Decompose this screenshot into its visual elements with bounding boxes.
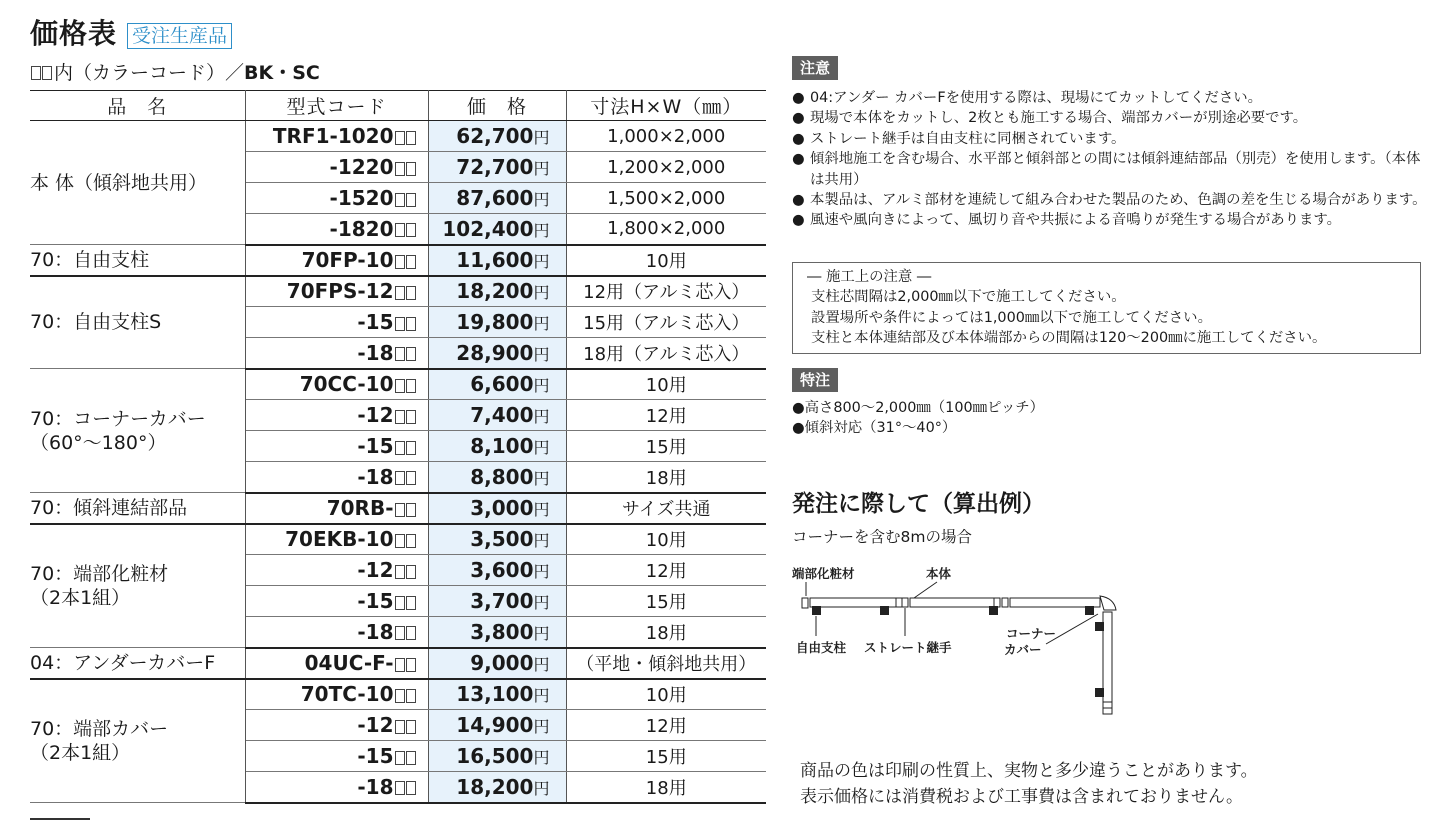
model-code: -15 <box>357 744 394 768</box>
table-row <box>30 493 766 524</box>
product-name-cell: 70：自由支柱 <box>30 245 245 276</box>
color-code-box-icon <box>395 317 417 331</box>
dimension-cell: 18用 <box>566 462 766 493</box>
dimension-cell: 1,200×2,000 <box>566 152 766 183</box>
table-row <box>30 276 766 307</box>
price-cell <box>428 369 566 400</box>
currency-unit: 円 <box>533 252 550 271</box>
currency-unit: 円 <box>533 438 550 457</box>
price-value: 3,500 <box>470 527 534 552</box>
model-code: -15 <box>357 310 394 334</box>
dimension-cell: 1,500×2,000 <box>566 183 766 214</box>
color-code-legend <box>30 60 320 86</box>
model-code-cell <box>245 400 428 431</box>
color-code-box-icon <box>395 751 417 765</box>
currency-unit: 円 <box>533 778 550 798</box>
color-code-box-icon <box>395 689 417 703</box>
price-value: 9,000 <box>470 651 534 675</box>
table-header-row <box>30 91 766 121</box>
dimension-cell: 18用（アルミ芯入） <box>566 338 766 369</box>
model-code-cell <box>245 338 428 369</box>
price-value: 14,900 <box>456 713 534 737</box>
currency-unit: 円 <box>533 623 550 643</box>
price-cell <box>428 586 566 617</box>
price-table <box>30 90 766 804</box>
order-example-title: 発注に際して（算出例） <box>792 491 1045 517</box>
model-code: -18 <box>357 464 394 489</box>
price-cell <box>428 431 566 462</box>
color-code-box-icon <box>395 255 417 269</box>
currency-unit: 円 <box>533 407 550 426</box>
label-free-post: 自由支柱 <box>796 640 847 655</box>
color-code-box-icon <box>395 596 417 610</box>
special-order-item: ● 高さ800～2,000㎜（100㎜ピッチ） <box>792 398 1044 418</box>
horizontal-fence-run <box>802 596 1116 615</box>
color-code-box-icon <box>395 626 417 640</box>
color-code-box-icon <box>395 658 417 672</box>
caution-title: ― 施工上の注意 ― <box>807 269 932 285</box>
price-value: 7,400 <box>470 403 534 427</box>
model-code-cell <box>245 245 428 276</box>
price-cell <box>428 276 566 307</box>
model-code: -12 <box>357 558 394 582</box>
currency-unit: 円 <box>533 655 550 674</box>
model-code: TRF1-1020 <box>272 124 394 148</box>
caution-line: 設置場所や条件によっては1,000㎜以下で施工してください。 <box>811 309 1212 326</box>
price-cell <box>428 462 566 493</box>
caution-line: 支柱芯間隔は2,000㎜以下で施工してください。 <box>811 289 1126 306</box>
header-dimensions: 寸法H×W（㎜） <box>566 91 766 121</box>
currency-unit: 円 <box>533 468 550 488</box>
dimension-cell: 10用 <box>566 245 766 276</box>
model-code-cell <box>245 741 428 772</box>
price-value: 87,600 <box>456 186 534 210</box>
price-value: 3,000 <box>470 496 534 520</box>
currency-unit: 円 <box>533 376 550 396</box>
currency-unit: 円 <box>533 128 550 147</box>
price-value: 18,200 <box>456 774 534 799</box>
special-order-list <box>792 398 1044 439</box>
price-value: 8,800 <box>470 464 534 489</box>
price-cell <box>428 152 566 183</box>
note-item: ● 現場で本体をカットし、2枚とも施工する場合、端部カバーが別途必要です。 <box>792 108 1432 128</box>
header-price: 価 格 <box>428 91 566 121</box>
footer-rule <box>30 818 90 820</box>
price-value: 3,700 <box>470 589 534 613</box>
model-code-cell <box>245 648 428 679</box>
price-value: 3,800 <box>470 619 534 644</box>
model-code: 70EKB-10 <box>285 527 394 552</box>
price-cell <box>428 121 566 152</box>
model-code: -18 <box>357 340 394 365</box>
table-row <box>30 524 766 555</box>
color-code-box-icon <box>395 131 417 145</box>
label-straight-joint: ストレート継手 <box>864 640 952 655</box>
note-item: ● ストレート継手は自由支柱に同梱されています。 <box>792 129 1432 149</box>
product-name-cell: 70：コーナーカバー （60°～180°） <box>30 369 245 493</box>
disclaimer-line: 商品の色は印刷の性質上、実物と多少違うことがあります。 <box>800 761 1258 781</box>
label-body: 本体 <box>926 566 952 581</box>
price-cell <box>428 307 566 338</box>
model-code-cell <box>245 772 428 803</box>
notes-label: 注意 <box>792 56 838 80</box>
currency-unit: 円 <box>533 344 550 364</box>
model-code-cell <box>245 431 428 462</box>
product-name-cell: 70：端部化粧材 （2本1組） <box>30 524 245 648</box>
label-corner-cover-1: コーナー <box>1006 626 1057 641</box>
currency-unit: 円 <box>533 717 550 736</box>
model-code-cell <box>245 152 428 183</box>
page-header <box>30 14 232 54</box>
table-row <box>30 121 766 152</box>
legend-codes: BK・SC <box>244 62 320 84</box>
color-code-box-icon <box>395 503 417 517</box>
model-code: 70CC-10 <box>299 372 394 397</box>
price-cell <box>428 400 566 431</box>
model-code-cell <box>245 586 428 617</box>
model-code: -12 <box>357 403 394 427</box>
dimension-cell: 12用 <box>566 710 766 741</box>
price-cell <box>428 772 566 803</box>
currency-unit: 円 <box>533 283 550 303</box>
price-cell <box>428 245 566 276</box>
color-code-box-icon <box>395 471 417 485</box>
color-code-box-icon <box>395 534 417 548</box>
price-value: 6,600 <box>470 372 534 397</box>
model-code-cell <box>245 679 428 710</box>
dimension-cell: 15用 <box>566 431 766 462</box>
table-row <box>30 369 766 400</box>
model-code-cell <box>245 307 428 338</box>
model-code-cell <box>245 710 428 741</box>
model-code-cell <box>245 183 428 214</box>
table-row <box>30 679 766 710</box>
color-code-box-icon <box>31 66 53 80</box>
currency-unit: 円 <box>533 748 550 767</box>
price-value: 13,100 <box>456 682 534 707</box>
model-code-cell <box>245 493 428 524</box>
model-code: -18 <box>357 619 394 644</box>
dimension-cell: 18用 <box>566 772 766 803</box>
model-code: 70FP-10 <box>301 248 394 272</box>
product-name-cell: 本 体（傾斜地共用） <box>30 121 245 245</box>
dimension-cell: 10用 <box>566 524 766 555</box>
header-model-code: 型式コード <box>245 91 428 121</box>
note-item: ● 風速や風向きによって、風切り音や共振による音鳴りが発生する場合があります。 <box>792 210 1432 230</box>
dimension-cell: 12用（アルミ芯入） <box>566 276 766 307</box>
model-code: -1820 <box>329 216 394 241</box>
currency-unit: 円 <box>533 220 550 240</box>
model-code: -1520 <box>329 186 394 210</box>
price-cell <box>428 679 566 710</box>
dimension-cell: 15用 <box>566 586 766 617</box>
color-code-box-icon <box>395 410 417 424</box>
table-row <box>30 648 766 679</box>
price-value: 62,700 <box>456 124 534 148</box>
color-code-box-icon <box>395 286 417 300</box>
product-name-cell: 70：端部カバー （2本1組） <box>30 679 245 803</box>
color-code-box-icon <box>395 781 417 795</box>
price-cell <box>428 617 566 648</box>
price-cell <box>428 710 566 741</box>
color-code-box-icon <box>395 379 417 393</box>
price-value: 18,200 <box>456 279 534 304</box>
price-cell <box>428 524 566 555</box>
color-code-box-icon <box>395 565 417 579</box>
price-value: 11,600 <box>456 248 534 272</box>
dimension-cell: 15用 <box>566 741 766 772</box>
model-code-cell <box>245 369 428 400</box>
model-code: -15 <box>357 434 394 458</box>
color-code-box-icon <box>395 720 417 734</box>
dimension-cell: 15用（アルミ芯入） <box>566 307 766 338</box>
model-code: 70FPS-12 <box>286 279 394 304</box>
price-value: 16,500 <box>456 744 534 768</box>
price-cell <box>428 648 566 679</box>
color-code-box-icon <box>395 223 417 237</box>
model-code: 70RB- <box>326 496 394 520</box>
model-code: 70TC-10 <box>300 682 394 707</box>
price-table-body <box>30 121 766 803</box>
label-end-trim: 端部化粧材 <box>792 566 855 581</box>
price-value: 3,600 <box>470 558 534 582</box>
price-cell <box>428 183 566 214</box>
product-name-cell: 70：傾斜連結部品 <box>30 493 245 524</box>
disclaimer <box>800 758 1258 810</box>
model-code-cell <box>245 524 428 555</box>
product-name-cell: 70：自由支柱S <box>30 276 245 369</box>
page-title: 価格表 <box>30 17 118 50</box>
currency-unit: 円 <box>533 593 550 612</box>
currency-unit: 円 <box>533 190 550 209</box>
currency-unit: 円 <box>533 531 550 551</box>
product-name-cell: 04：アンダーカバーF <box>30 648 245 679</box>
price-value: 28,900 <box>456 340 534 365</box>
model-code: -1220 <box>329 155 394 179</box>
color-code-box-icon <box>395 193 417 207</box>
price-value: 102,400 <box>442 216 534 241</box>
color-code-box-icon <box>395 347 417 361</box>
price-value: 72,700 <box>456 155 534 179</box>
label-corner-cover-2: カバー <box>1004 642 1042 657</box>
price-value: 19,800 <box>456 310 534 334</box>
model-code-cell <box>245 462 428 493</box>
model-code-cell <box>245 276 428 307</box>
special-order-item: ● 傾斜対応（31°～40°） <box>792 418 1044 438</box>
currency-unit: 円 <box>533 314 550 333</box>
dimension-cell: 10用 <box>566 679 766 710</box>
header-product-name: 品 名 <box>30 91 245 121</box>
price-cell <box>428 493 566 524</box>
dimension-cell: 12用 <box>566 400 766 431</box>
made-to-order-badge: 受注生産品 <box>127 23 232 49</box>
notes-list <box>792 88 1432 231</box>
special-order-label: 特注 <box>792 368 838 392</box>
model-code: -12 <box>357 713 394 737</box>
model-code: -15 <box>357 589 394 613</box>
dimension-cell: 10用 <box>566 369 766 400</box>
dimension-cell: 1,000×2,000 <box>566 121 766 152</box>
price-cell <box>428 338 566 369</box>
note-item: ● 04:アンダー カバーFを使用する際は、現場にてカットしてください。 <box>792 88 1432 108</box>
order-example-subtitle: コーナーを含む8mの場合 <box>792 528 972 546</box>
model-code-cell <box>245 214 428 245</box>
disclaimer-line: 表示価格には消費税および工事費は含まれておりません。 <box>800 787 1244 807</box>
currency-unit: 円 <box>533 562 550 581</box>
model-code-cell <box>245 617 428 648</box>
model-code-cell <box>245 121 428 152</box>
price-cell <box>428 214 566 245</box>
installation-caution-box <box>792 262 1421 354</box>
dimension-cell: 1,800×2,000 <box>566 214 766 245</box>
currency-unit: 円 <box>533 159 550 178</box>
dimension-cell: （平地・傾斜地共用） <box>566 648 766 679</box>
model-code-cell <box>245 555 428 586</box>
color-code-box-icon <box>395 162 417 176</box>
legend-prefix: 内（カラーコード）／ <box>54 62 245 84</box>
color-code-box-icon <box>395 441 417 455</box>
dimension-cell: 18用 <box>566 617 766 648</box>
currency-unit: 円 <box>533 686 550 706</box>
leader-body <box>914 582 937 598</box>
price-cell <box>428 741 566 772</box>
layout-diagram <box>792 560 1142 720</box>
price-cell <box>428 555 566 586</box>
vertical-fence-run <box>1095 612 1112 714</box>
dimension-cell: サイズ共通 <box>566 493 766 524</box>
model-code: -18 <box>357 774 394 799</box>
caution-line: 支柱と本体連結部及び本体端部からの間隔は120～200㎜に施工してください。 <box>811 330 1327 347</box>
price-value: 8,100 <box>470 434 534 458</box>
currency-unit: 円 <box>533 500 550 519</box>
table-row <box>30 245 766 276</box>
note-item: ● 本製品は、アルミ部材を連続して組み合わせた製品のため、色調の差を生じる場合があります。 <box>792 190 1432 210</box>
model-code: 04UC-F- <box>304 651 394 675</box>
dimension-cell: 12用 <box>566 555 766 586</box>
note-item: ● 傾斜地施工を含む場合、水平部と傾斜部との間には傾斜連結部品（別売）を使用します。（本体は共用） <box>792 149 1432 190</box>
